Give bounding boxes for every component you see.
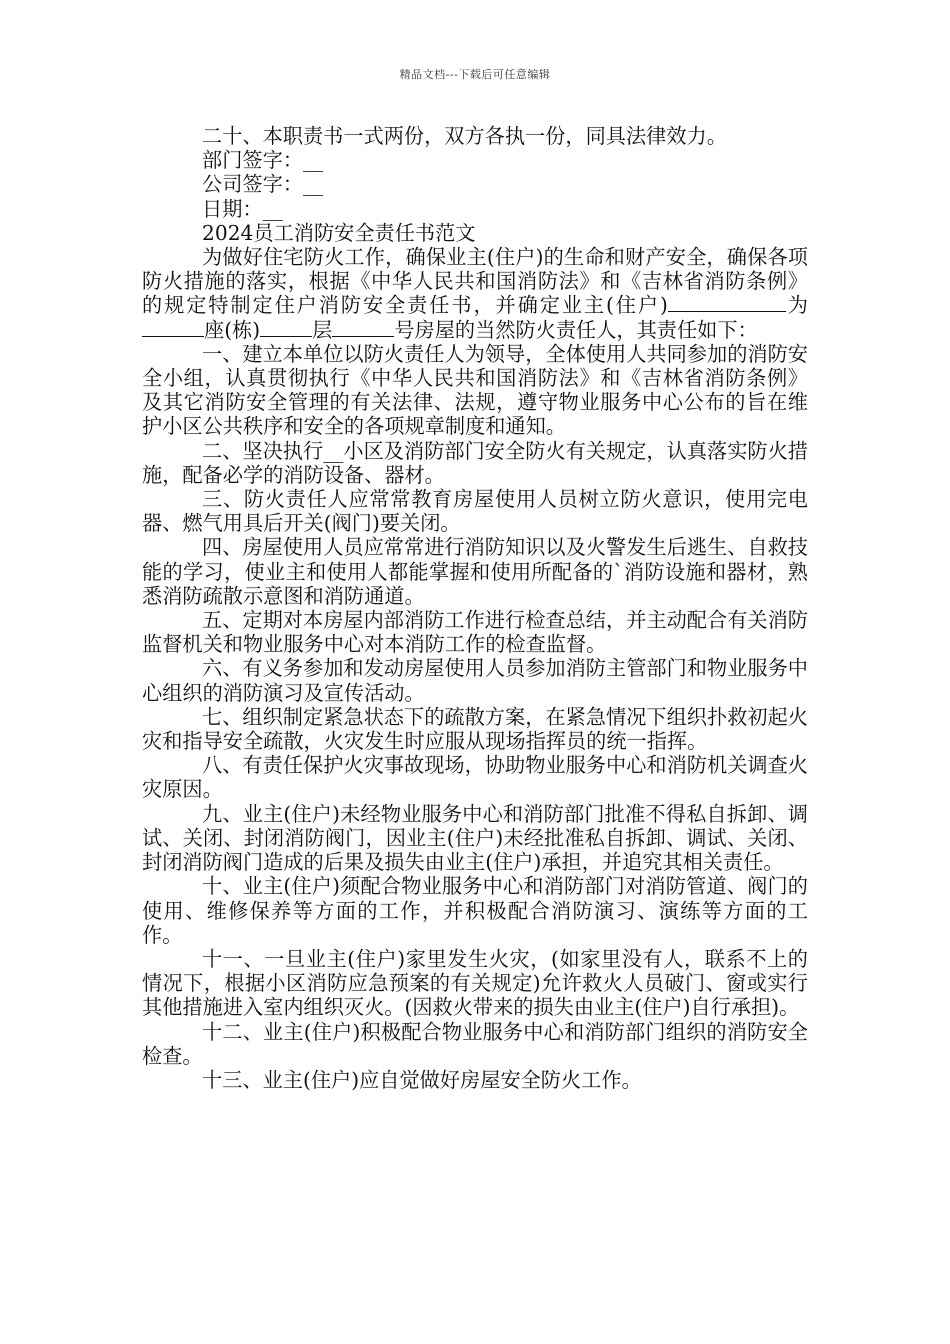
clause-one: 一、建立本单位以防火责任人为领导，全体使用人共同参加的消防安全小组，认真贯彻执行《中华人民共和国消防法》和《吉林省消防条例》及其它消防安全管理的有关法律、法规，遵守物业服务中心公布的旨在维护小区公共秩序和安全的各项规章制度和通知。 bbox=[142, 341, 808, 439]
clause-two: 二、坚决执行__小区及消防部门安全防火有关规定，认真落实防火措施，配备必学的消防设备、器材。 bbox=[142, 438, 808, 487]
company-signature: 公司签字：__ bbox=[202, 172, 324, 197]
clause-eleven: 十一、一旦业主(住户)家里发生火灾，(如家里没有人，联系不上的情况下，根据小区消防应急预案的有关规定)允许救火人员破门、窗或实行其他措施进入室内组织灭火。(因救火带来的损失由业主(住户)自行承担)。 bbox=[142, 946, 808, 1020]
clause-ten: 十、业主(住户)须配合物业服务中心和消防部门对消防管道、阀门的使用、维修保养等方面的工作，并积极配合消防演习、演练等方面的工作。 bbox=[142, 874, 808, 947]
intro-text-4: 层 bbox=[312, 317, 333, 342]
date-line: 日期：__ bbox=[202, 196, 283, 221]
clause-twenty: 二十、本职责书一式两份，双方各执一份，同具法律效力。 bbox=[202, 124, 727, 148]
clause-nine: 九、业主(住户)未经物业服务中心和消防部门批准不得私自拆卸、调试、关闭、封闭消防阀门，因业主(住户)未经批准私自拆卸、调试、关闭、封闭消防阀门造成的后果及损失由业主(住户)承担，并追究其相关责任。 bbox=[142, 801, 808, 875]
intro-text-1: 为做好住宅防火工作，确保业主(住户)的生命和财产安全，确保各项防火措施的落实，根据《中华人民共和国消防法》和《吉林省消防条例》的规定特制定住户消防安全责任书，并确定业主(住户) bbox=[142, 245, 808, 318]
owner-blank bbox=[668, 293, 786, 312]
clause-thirteen: 十三、业主(住户)应自觉做好房屋安全防火工作。 bbox=[202, 1067, 642, 1092]
clause-six: 六、有义务参加和发动房屋使用人员参加消防主管部门和物业服务中心组织的消防演习及宣传活动。 bbox=[142, 656, 808, 705]
intro-paragraph bbox=[142, 245, 808, 342]
clause-eight: 八、有责任保护火灾事故现场，协助物业服务中心和消防机关调查火灾原因。 bbox=[142, 753, 808, 802]
intro-text-3: 座(栋) bbox=[204, 317, 261, 342]
building-blank bbox=[142, 318, 204, 337]
intro-text-2: 为 bbox=[785, 293, 808, 318]
clause-three: 三、防火责任人应常常教育房屋使用人员树立防火意识，使用完电器、燃气用具后开关(阀门)要关闭。 bbox=[142, 487, 808, 536]
intro-text-5: 号房屋的当然防火责任人，其责任如下： bbox=[394, 317, 758, 342]
department-signature: 部门签字：__ bbox=[202, 148, 324, 173]
clause-five: 五、定期对本房屋内部消防工作进行检查总结，并主动配合有关消防监督机关和物业服务中心对本消防工作的检查监督。 bbox=[142, 608, 808, 657]
document-title: 2024员工消防安全责任书范文 bbox=[202, 220, 476, 245]
clause-seven: 七、组织制定紧急状态下的疏散方案，在紧急情况下组织扑救初起火灾和指导安全疏散，火灾发生时应服从现场指挥员的统一指挥。 bbox=[142, 704, 808, 754]
room-blank bbox=[332, 318, 394, 337]
page-header: 精品文档---下载后可任意编辑 bbox=[399, 68, 551, 81]
clause-four: 四、房屋使用人员应常常进行消防知识以及火警发生后逃生、自救技能的学习，使业主和使用人都能掌握和使用所配备的`消防设施和器材，熟悉消防疏散示意图和消防通道。 bbox=[142, 535, 808, 608]
clause-twelve: 十二、业主(住户)积极配合物业服务中心和消防部门组织的消防安全检查。 bbox=[142, 1019, 808, 1068]
document-body bbox=[142, 124, 808, 1092]
floor-blank bbox=[260, 318, 312, 337]
